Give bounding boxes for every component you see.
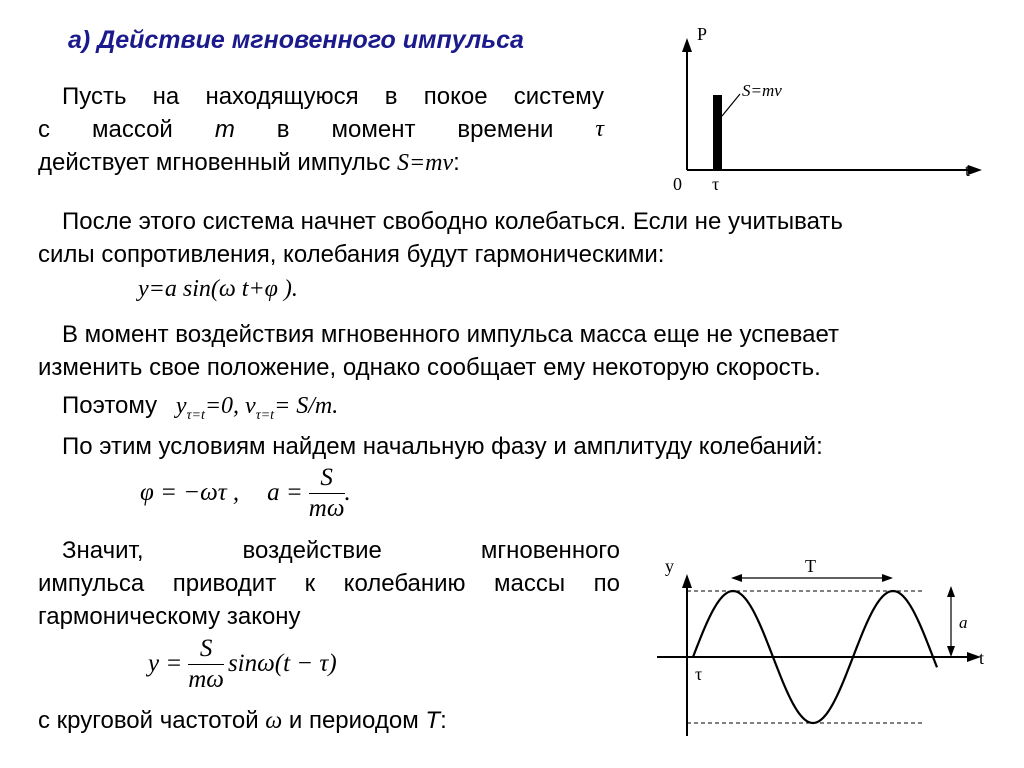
subscript: τ=t: [255, 407, 275, 423]
y-symbol: y: [175, 393, 187, 419]
numerator: S: [188, 636, 224, 665]
y-axis-label: P: [697, 24, 708, 44]
amplitude-arrow-top: [947, 586, 955, 597]
motion-law-formula: [148, 630, 337, 698]
word: с: [38, 116, 50, 143]
mass-symbol: m: [214, 116, 235, 143]
para5-line1: [38, 534, 620, 567]
initial-conditions: [175, 393, 339, 423]
word: массой: [91, 116, 173, 143]
pulse-label: S=mv: [742, 81, 782, 100]
period-arrow-left: [731, 574, 742, 582]
oscillation-graph: [645, 548, 995, 748]
phase-formula: φ = −ωτ ,: [140, 479, 240, 506]
y-axis-label: y: [665, 556, 674, 576]
amplitude-label: a: [959, 613, 968, 632]
t-axis-label: t: [979, 648, 985, 668]
motion-fraction: [188, 636, 224, 693]
colon: :: [440, 707, 447, 734]
period-label: T: [805, 556, 816, 576]
para6-line: [38, 704, 447, 738]
para5-line3: гармоническому закону: [38, 603, 301, 630]
denominator: mω: [308, 494, 345, 522]
harmonic-formula: y=a sin(ω t+φ ).: [138, 276, 298, 302]
word: времени: [457, 116, 554, 143]
impulse-formula: S=mv: [396, 150, 454, 176]
word: Значит,: [62, 537, 144, 564]
tau-symbol: τ: [595, 116, 604, 142]
slide-title: а) Действие мгновенного импульса: [68, 26, 524, 54]
amplitude-arrow-bottom: [947, 646, 955, 657]
omega-symbol: ω: [265, 708, 283, 734]
para1-line3: [38, 146, 460, 180]
word: мгновенного: [480, 537, 620, 564]
word: воздействие: [242, 537, 382, 564]
para2-line1: После этого система начнет свободно колебаться. Если не учитывать: [62, 208, 843, 235]
word: момент: [331, 116, 416, 143]
y-lhs: y =: [148, 650, 183, 677]
text: и периодом: [282, 707, 426, 734]
para3-line1: В момент воздействия мгновенного импульса масса еще не успевает: [62, 321, 839, 348]
x-axis-arrow: [968, 165, 982, 175]
impulse-graph: [660, 18, 990, 198]
subscript: τ=t: [186, 407, 205, 423]
impulse-bar: [713, 95, 722, 170]
sine-term: sinω(t − τ): [227, 650, 337, 677]
text: действует мгновенный импульс: [38, 149, 397, 176]
para5-line2: импульса приводит к колебанию массы по: [38, 570, 620, 597]
para3-line2: изменить свое положение, однако сообщает ему некоторую скорость.: [38, 354, 821, 381]
dot: .: [344, 479, 351, 506]
y-axis-arrow: [682, 574, 692, 588]
phase-amplitude-formula: [140, 460, 351, 526]
tau-label: τ: [712, 174, 720, 194]
formula-part: =0, v: [204, 393, 256, 419]
amp-lhs: a =: [267, 479, 303, 506]
colon: :: [453, 149, 460, 176]
period-symbol: T: [425, 707, 441, 734]
denominator: mω: [188, 665, 224, 693]
para1-line1: Пусть на находящуюся в покое систему: [62, 83, 604, 110]
leader-line: [722, 94, 740, 116]
para2-line2: силы сопротивления, колебания будут гармоническими:: [38, 241, 665, 268]
numerator: S: [309, 465, 345, 494]
para3-line3: [62, 389, 338, 432]
para1-line2: [38, 113, 604, 146]
word: в: [276, 116, 290, 143]
y-axis-arrow: [682, 38, 692, 52]
x-axis-label: t: [965, 160, 971, 180]
tau-label: τ: [695, 664, 703, 684]
period-arrow-right: [882, 574, 893, 582]
amp-fraction: [309, 465, 345, 522]
text: Поэтому: [62, 392, 158, 419]
para4-line1: По этим условиям найдем начальную фазу и амплитуду колебаний:: [62, 433, 823, 460]
origin-label: 0: [673, 174, 682, 194]
formula-part: = S/m.: [274, 393, 339, 419]
text: с круговой частотой: [38, 707, 266, 734]
